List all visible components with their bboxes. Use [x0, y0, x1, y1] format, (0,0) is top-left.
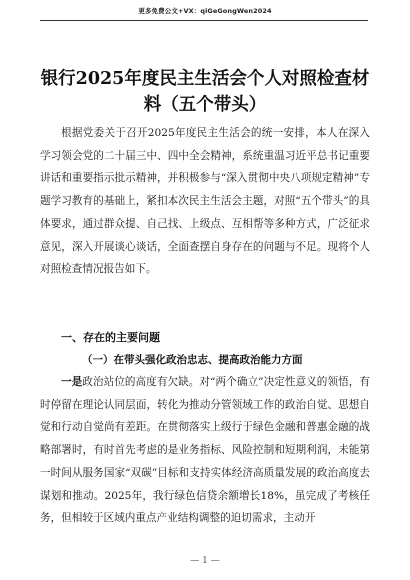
header-divider	[40, 20, 368, 21]
intro-paragraph-block	[40, 122, 370, 281]
header-note: 更多免费公文+VX：qiGeGongWen2024	[138, 7, 272, 15]
section-heading: 一、存在的主要问题	[61, 331, 160, 344]
paragraph-body: 政治站位的高度有欠缺。对“两个确立”决定性意义的领悟，有时停留在理论认同层面，转化为推动分管领域工作的政治自觉、思想自觉和行动自觉尚有差距。在贯彻落实上级行于绿色金融和普惠金融的战略部署时，有时首先考虑的是业务指标、风险控制和短期利润，未能第一时间从服务国家“双碳”目标和支持实体经济高质量发展的政治高度去谋划和推动。2025年，我行绿色信贷余额增长18%，虽完成了考核任务，但相较于区域内重点产业结构调整的迫切需求，主动开	[40, 376, 370, 525]
intro-paragraph: 根据党委关于召开2025年度民主生活会的统一安排，本人在深入学习领会党的二十届三中、四中全会精神，系统重温习近平总书记重要讲话和重要指示批示精神，并积极参与“深入贯彻中央八项规定精神”专题学习教育的基础上，紧扣本次民主生活会主题，对照“五个带头”的具体要求，通过群众提、自己找、上级点、互相帮等多种方式，广泛征求意见，深入开展谈心谈话，全面查摆自身存在的问题与不足。现将个人对照检查情况报告如下。	[40, 127, 370, 276]
problem-paragraph	[40, 371, 370, 530]
subsection-heading: （一）在带头强化政治忠志、提高政治能力方面	[82, 354, 303, 366]
page-number: — 1 —	[190, 556, 220, 566]
paragraph-lead: 一是	[61, 376, 83, 388]
problem-paragraph-block	[40, 371, 370, 530]
document-title: 银行2025年度民主生活会个人对照检查材料（五个带头）	[40, 69, 370, 115]
